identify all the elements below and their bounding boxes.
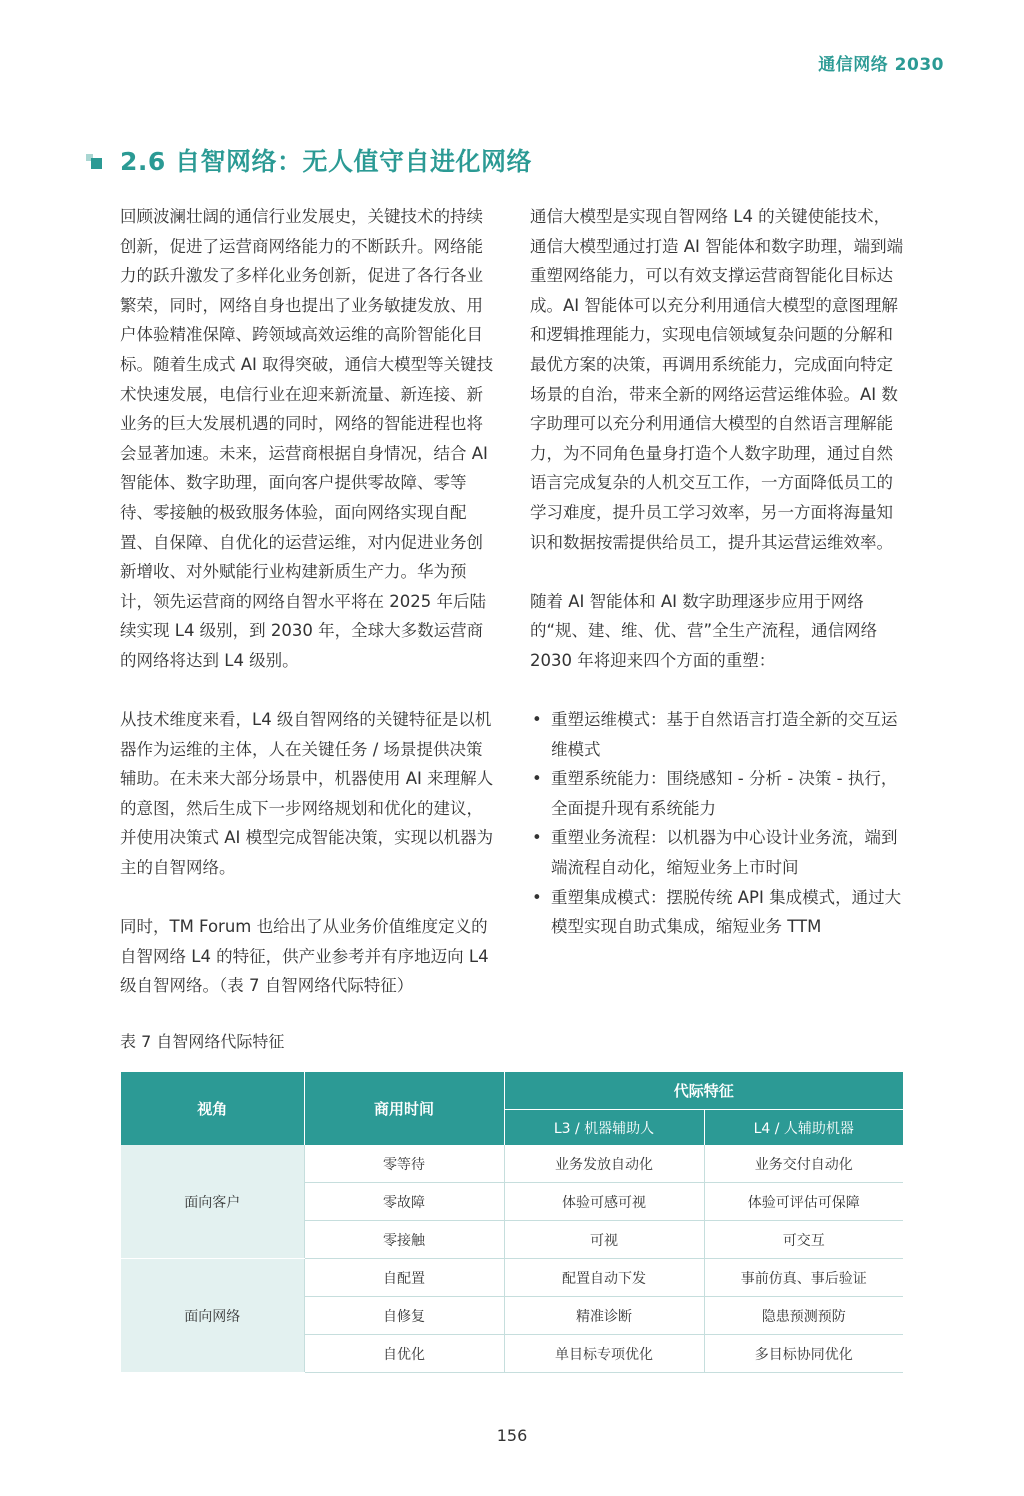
left-paragraph-1: 回顾波澜壮阔的通信行业发展史，关键技术的持续创新，促进了运营商网络能力的不断跃升。网络能力的跃升激发了多样化业务创新，促进了各行各业繁荣，同时，网络自身也提出了业务敏捷发放、用户体验精准保障、跨领域高效运维的高阶智能化目标。随着生成式 AI 取得突破，通信大模型等关键技术快速发展，电信行业在迎来新流量、新连接、新业务的巨大发展机遇的同时，网络的智能进程也将会显著加速。未来，运营商根据自身情况，结合 AI 智能体、数字助理，面向客户提供零故障、零等待、零接触的极致服务体验，面向网络实现自配置、自保障、自优化的运营运维，对内促进业务创新增收、对外赋能行业构建新质生产力。华为预计，领先运营商的网络自智水平将在 2025 年后陆续实现 L4 级别，到 2030 年，全球大多数运营商的网络将达到 L4 级别。	[120, 207, 494, 670]
list-item	[530, 705, 906, 764]
header-commercial-time: 商用时间	[304, 1072, 504, 1145]
list-item	[530, 883, 906, 942]
l4-cell: 可交互	[704, 1221, 903, 1259]
left-paragraph-3: 同时，TM Forum 也给出了从业务价值维度定义的自智网络 L4 的特征，供产业参考并有序地迈向 L4 级自智网络。（表 7 自智网络代际特征）	[120, 917, 489, 996]
table-row	[121, 1259, 903, 1297]
time-cell: 零故障	[304, 1183, 504, 1221]
bullet-icon: •	[532, 769, 542, 789]
time-cell: 自配置	[304, 1259, 504, 1297]
generation-table	[121, 1072, 903, 1373]
table-row	[121, 1145, 903, 1183]
header-l3: L3 / 机器辅助人	[504, 1110, 704, 1146]
time-cell: 自修复	[304, 1297, 504, 1335]
l3-cell: 配置自动下发	[504, 1259, 704, 1297]
l4-cell: 事前仿真、事后验证	[704, 1259, 903, 1297]
left-paragraph-2: 从技术维度来看，L4 级自智网络的关键特征是以机器作为运维的主体，人在关键任务 / 场景提供决策辅助。在未来大部分场景中，机器使用 AI 来理解人的意图，然后生成下一步网络规划和优化的建议，并使用决策式 AI 模型完成智能决策，实现以机器为主的自智网络。	[120, 710, 494, 878]
l3-cell: 精准诊断	[504, 1297, 704, 1335]
l3-cell: 可视	[504, 1221, 704, 1259]
l4-cell: 多目标协同优化	[704, 1335, 903, 1373]
bullet-text: 重塑系统能力：围绕感知 - 分析 - 决策 - 执行，全面提升现有系统能力	[551, 769, 898, 818]
l4-cell: 体验可评估可保障	[704, 1183, 903, 1221]
bullet-text: 重塑业务流程：以机器为中心设计业务流，端到端流程自动化，缩短业务上市时间	[551, 828, 898, 878]
header-perspective: 视角	[121, 1072, 304, 1145]
time-cell: 自优化	[304, 1335, 504, 1373]
l3-cell: 单目标专项优化	[504, 1335, 704, 1373]
right-paragraph-2: 随着 AI 智能体和 AI 数字助理逐步应用于网络的“规、建、维、优、营”全生产流程，通信网络 2030 年将迎来四个方面的重塑：	[530, 591, 878, 670]
l3-cell: 业务发放自动化	[504, 1145, 704, 1183]
bullet-icon: •	[532, 710, 542, 730]
group-network: 面向网络	[121, 1259, 304, 1373]
header-brand: 通信网络 2030	[818, 55, 944, 75]
reshape-list	[530, 705, 906, 942]
table-caption: 表 7 自智网络代际特征	[120, 1032, 285, 1051]
bullet-icon: •	[532, 887, 542, 907]
right-column	[530, 202, 906, 942]
group-customer: 面向客户	[121, 1145, 304, 1259]
bullet-text: 重塑集成模式：摆脱传统 API 集成模式，通过大模型实现自助式集成，缩短业务 TTM	[551, 887, 902, 937]
time-cell: 零等待	[304, 1145, 504, 1183]
page-number: 156	[496, 1426, 528, 1445]
list-item	[530, 823, 906, 882]
right-paragraph-1: 通信大模型是实现自智网络 L4 的关键使能技术，通信大模型通过打造 AI 智能体和数字助理，端到端重塑网络能力，可以有效支撑运营商智能化目标达成。AI 智能体可以充分利用通信大模型的意图理解和逻辑推理能力，实现电信领域复杂问题的分解和最优方案的决策，再调用系统能力，完成面向特定场景的自治，带来全新的网络运营运维体验。AI 数字助理可以充分利用通信大模型的自然语言理解能力，为不同角色量身打造个人数字助理，通过自然语言完成复杂的人机交互工作，一方面降低员工的学习难度，提升员工学习效率，另一方面将海量知识和数据按需提供给员工，提升其运营运维效率。	[530, 207, 904, 552]
list-item	[530, 764, 906, 823]
bullet-icon: •	[532, 828, 542, 848]
bullet-text: 重塑运维模式：基于自然语言打造全新的交互运维模式	[551, 710, 898, 759]
time-cell: 零接触	[304, 1221, 504, 1259]
section-heading	[86, 142, 532, 178]
section-square-icon	[86, 150, 106, 170]
section-title: 2.6 自智网络：无人值守自进化网络	[120, 147, 532, 176]
l3-cell: 体验可感可视	[504, 1183, 704, 1221]
l4-cell: 业务交付自动化	[704, 1145, 903, 1183]
header-l4: L4 / 人辅助机器	[704, 1110, 903, 1146]
header-generation: 代际特征	[504, 1072, 903, 1110]
l4-cell: 隐患预测预防	[704, 1297, 903, 1335]
left-column	[120, 202, 496, 1001]
